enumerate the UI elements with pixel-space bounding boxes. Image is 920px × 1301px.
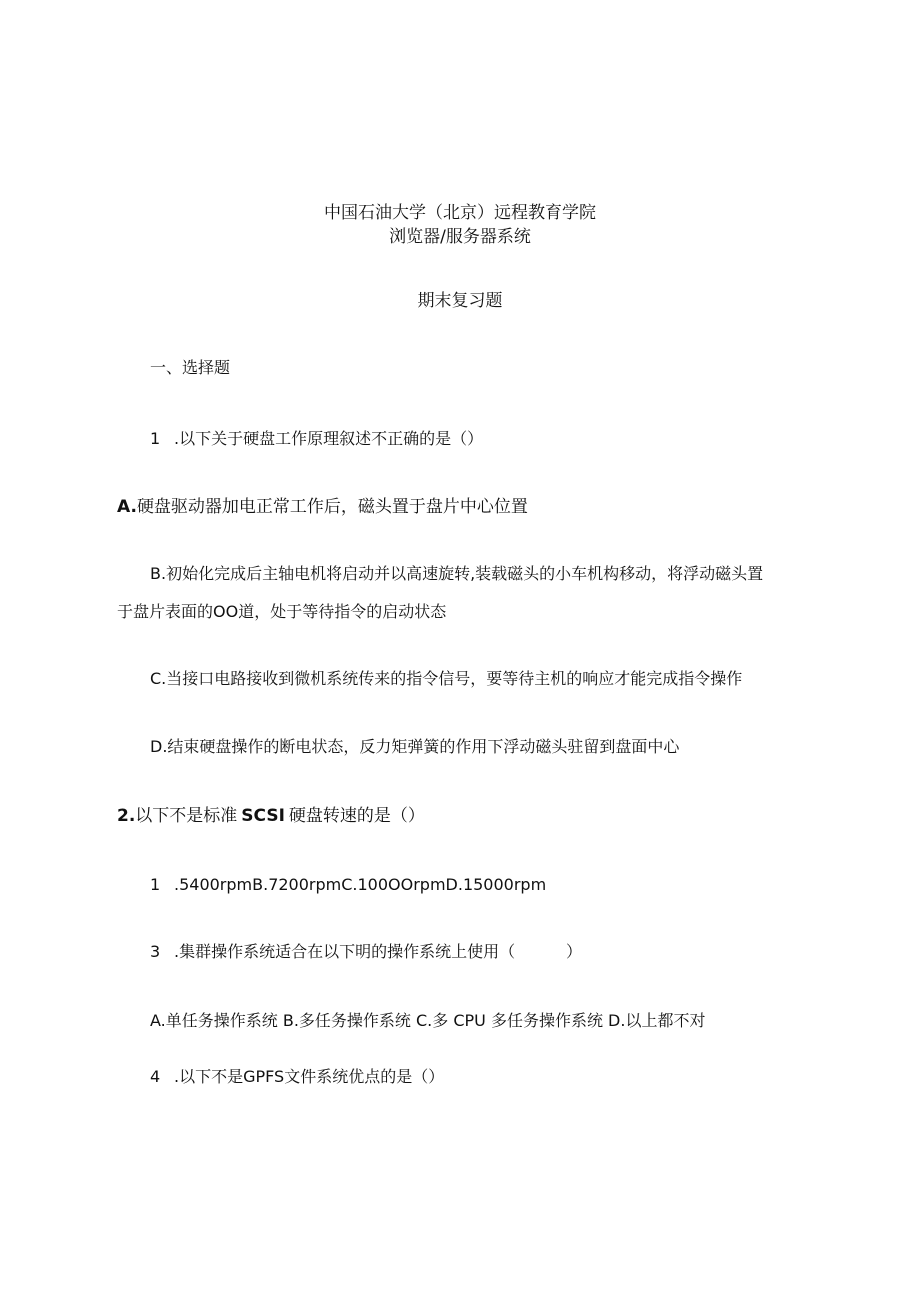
question-stem: .以下不是GPFS文件系统优点的是（） [174, 1067, 445, 1086]
question-1 [150, 428, 483, 450]
question-number: 3 [150, 942, 161, 961]
question-stem-end: 硬盘转速的是（） [288, 806, 425, 826]
question-1-option-d: D.结束硬盘操作的断电状态，反力矩弹簧的作用下浮动磁头驻留到盘面中心 [150, 737, 680, 756]
course-title: 浏览器/服务器系统 [389, 227, 531, 247]
question-4 [150, 1066, 444, 1088]
question-1-option-b-line-1: B.初始化完成后主轴电机将启动并以高速旋转,装载磁头的小车机构移动，将浮动磁头置 [150, 564, 764, 583]
question-stem: .集群操作系统适合在以下明的操作系统上使用（ ） [174, 942, 582, 961]
options-number: 1 [150, 875, 161, 894]
section-heading: 一、选择题 [150, 358, 231, 377]
option-label: A. [117, 497, 137, 517]
document-title: 期末复习题 [417, 291, 503, 311]
question-number: 1 [150, 429, 161, 448]
institution-title: 中国石油大学（北京）远程教育学院 [324, 203, 596, 223]
question-stem: .以下关于硬盘工作原理叙述不正确的是（） [174, 429, 484, 448]
question-3-options: A.单任务操作系统 B.多任务操作系统 C.多 CPU 多任务操作系统 D.以上都不对 [150, 1011, 706, 1030]
question-1-option-c: C.当接口电路接收到微机系统传来的指令信号，要等待主机的响应才能完成指令操作 [150, 669, 743, 688]
question-3 [150, 941, 582, 963]
question-number: 2. [117, 806, 136, 826]
question-number: 4 [150, 1067, 161, 1086]
option-text: 硬盘驱动器加电正常工作后，磁头置于盘片中心位置 [136, 497, 528, 517]
question-1-option-b-line-2: 于盘片表面的OO道，处于等待指令的启动状态 [117, 602, 447, 621]
question-stem-start: 以下不是标准 [135, 806, 238, 826]
question-1-option-a [117, 496, 528, 518]
question-2-options [150, 874, 546, 896]
question-2 [117, 805, 425, 827]
options-text: .5400rpmB.7200rpmC.100OOrpmD.15000rpm [174, 875, 547, 894]
question-stem-term: SCSI [241, 806, 285, 826]
